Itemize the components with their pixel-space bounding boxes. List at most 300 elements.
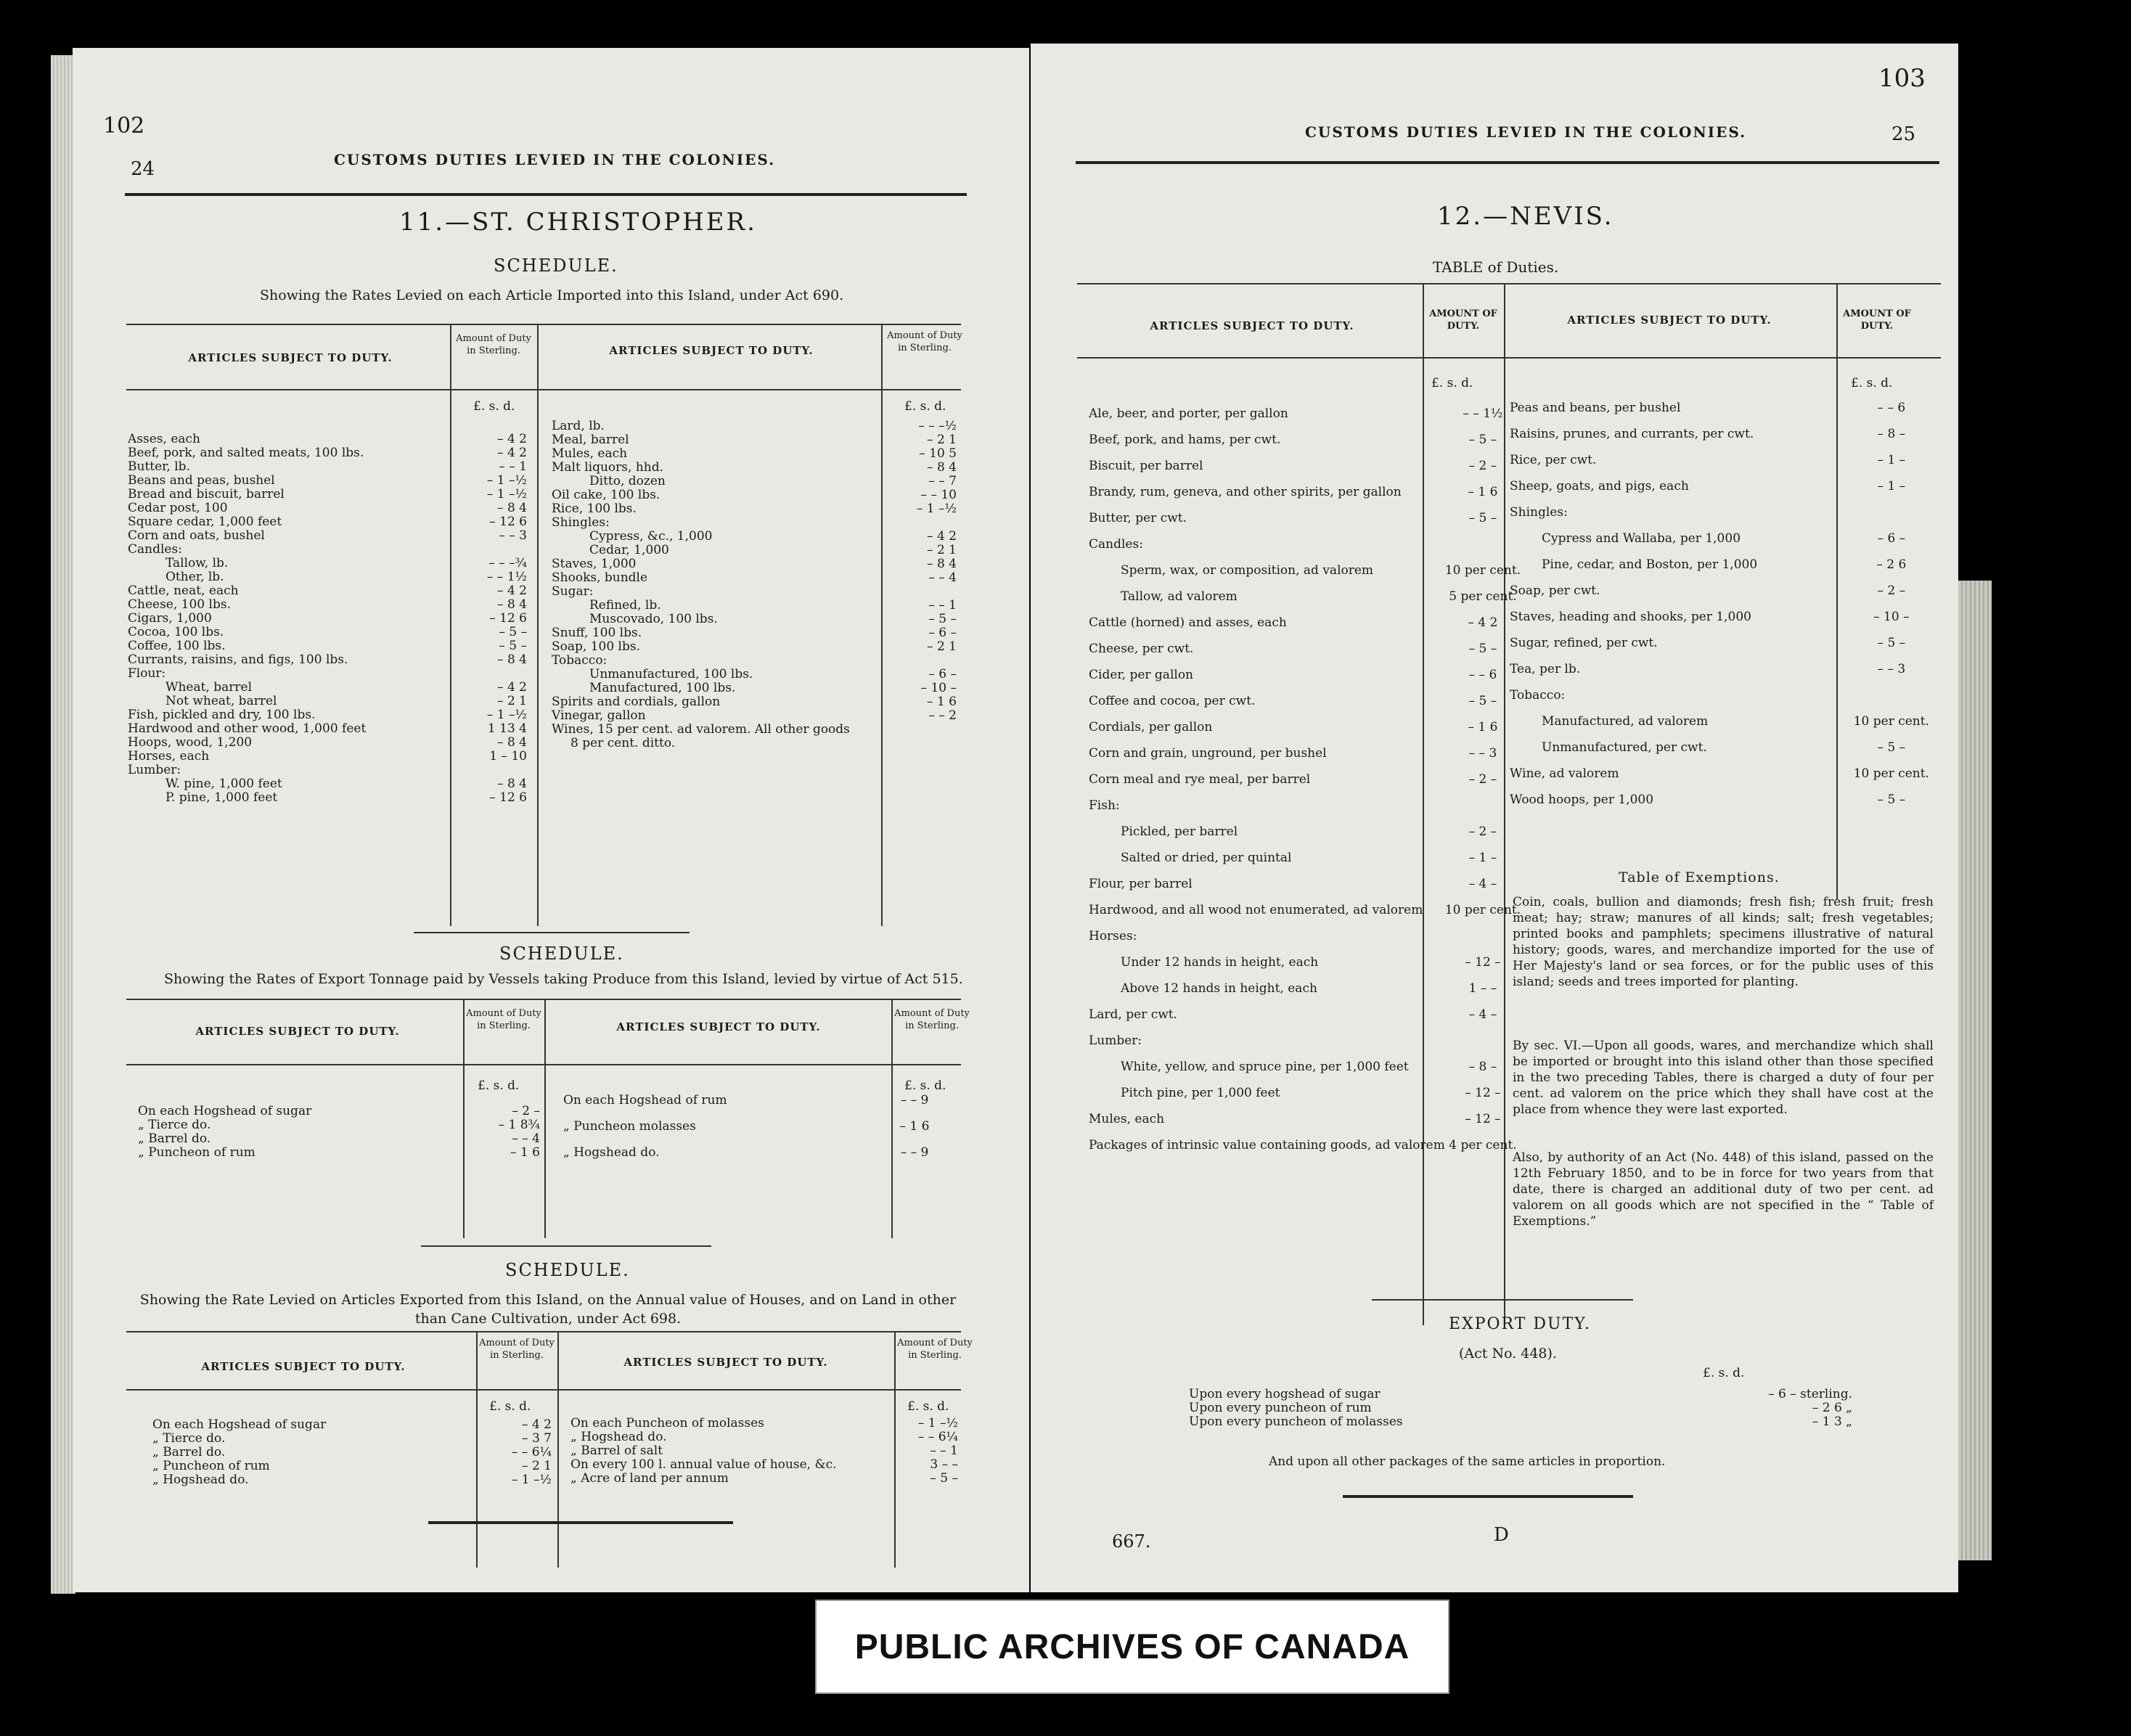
article-cell: Pine, cedar, and Boston, per 1,000 [1542, 557, 1758, 572]
col-amount-nevis-right: AMOUNT OF DUTY. [1843, 308, 1911, 332]
table-row [128, 446, 531, 460]
article-cell: Oil cake, 100 lbs. [552, 488, 660, 502]
article-cell: Beans and peas, bushel [128, 473, 275, 488]
article-cell: Sheep, goats, and pigs, each [1510, 479, 1689, 494]
article-cell: „ Acre of land per annum [570, 1471, 729, 1486]
table-row [1089, 662, 1525, 688]
table-row [552, 530, 961, 544]
duty-cell: 1 13 4 [487, 721, 527, 736]
table-row [1089, 401, 1525, 427]
table-row [1089, 714, 1525, 740]
table-row [1089, 1054, 1525, 1080]
table-row [570, 1472, 962, 1486]
table-row [128, 557, 531, 570]
running-head-right: CUSTOMS DUTIES LEVIED IN THE COLONIES. [1305, 123, 1747, 141]
col-articles-nevis-right: ARTICLES SUBJECT TO DUTY. [1567, 314, 1772, 327]
export-currency-head: £. s. d. [1703, 1366, 1745, 1380]
table-row [1089, 1080, 1525, 1106]
table-row [138, 1105, 544, 1118]
article-cell: Spirits and cordials, gallon [552, 695, 721, 709]
table-row [563, 1087, 955, 1113]
sheet-mark: D [1494, 1524, 1509, 1546]
s3-col-amount: Amount of Duty in Sterling. [479, 1338, 555, 1361]
article-cell: Brandy, rum, geneva, and other spirits, per gallon [1089, 485, 1402, 499]
currency-head: £. s. d. [473, 399, 515, 414]
nevis-right-table [1510, 395, 1934, 813]
table-row [1089, 923, 1525, 949]
duty-cell: – 6 – [928, 626, 957, 640]
table-row [1089, 975, 1525, 1002]
duty-cell: – 6 – [1877, 531, 1906, 546]
table-row [1189, 1388, 1857, 1401]
duty-cell: – – 2 [928, 708, 957, 723]
article-cell: Unmanufactured, 100 lbs. [589, 667, 753, 681]
duty-cell: – 1 3 „ [1812, 1414, 1852, 1429]
article-cell: Ale, beer, and porter, per gallon [1089, 406, 1288, 421]
footer-rule [428, 1521, 733, 1524]
table-row [552, 447, 961, 461]
duty-cell: 10 per cent. [1444, 563, 1521, 578]
duty-cell [1854, 499, 1934, 525]
article-cell: Salted or dried, per quintal [1121, 851, 1292, 865]
table-row [570, 1430, 962, 1444]
article-cell: Pitch pine, per 1,000 feet [1121, 1086, 1280, 1100]
s3-currency-head: £. s. d. [489, 1399, 531, 1414]
duty-cell: – – –¾ [488, 556, 527, 570]
duty-cell: – 10 – [1873, 610, 1910, 624]
page-number: 24 [131, 158, 155, 180]
s2-currency-head: £. s. d. [478, 1078, 520, 1093]
duty-cell: – – 6¼ [917, 1430, 958, 1444]
article-cell: P. pine, 1,000 feet [165, 790, 278, 805]
left-page [73, 48, 1029, 1592]
article-cell: On each Hogshead of sugar [152, 1417, 327, 1432]
table-row [128, 543, 531, 557]
duty-cell: – – 7 [928, 474, 957, 488]
table-row [128, 433, 531, 446]
signature-mark: 667. [1112, 1531, 1151, 1552]
table-row [128, 570, 531, 584]
duty-cell: – 2 – [512, 1104, 540, 1118]
table-row [128, 488, 531, 501]
duty-cell [1854, 682, 1934, 708]
article-cell: „ Hogshead do. [152, 1473, 249, 1487]
table-row [552, 475, 961, 488]
table-row [1089, 584, 1525, 610]
duty-cell [877, 654, 961, 668]
table-row [138, 1118, 544, 1132]
table-row [128, 612, 531, 626]
article-cell: Asses, each [128, 432, 200, 446]
table-row [1089, 610, 1525, 636]
duty-cell: – 1 8¾ [498, 1118, 540, 1132]
duty-cell: – – 6 [1468, 668, 1497, 682]
article-cell: Cypress and Wallaba, per 1,000 [1542, 531, 1741, 546]
table-row [552, 488, 961, 502]
export-table [1189, 1388, 1857, 1429]
duty-cell: – 10 5 [919, 446, 957, 461]
table-row [552, 516, 961, 530]
duty-cell: – 12 6 [489, 790, 527, 805]
duty-cell: – 4 – [1468, 1007, 1497, 1022]
table-row [1089, 531, 1525, 557]
table-row [1510, 578, 1934, 604]
s3-col-articles-right: ARTICLES SUBJECT TO DUTY. [623, 1356, 828, 1369]
header-rule-right [1076, 161, 1939, 164]
article-cell: Manufactured, ad valorem [1542, 714, 1709, 729]
table-row [128, 639, 531, 653]
duty-cell: – 2 – [1468, 772, 1497, 787]
article-cell: Corn and grain, unground, per bushel [1089, 746, 1327, 761]
article-cell: „ Tierce do. [138, 1118, 211, 1132]
article-cell: Candles: [128, 542, 182, 557]
table-row [570, 1417, 962, 1430]
table-row [570, 1458, 962, 1472]
article-cell: Bread and biscuit, barrel [128, 487, 285, 501]
article-cell: Lumber: [1089, 1033, 1142, 1048]
duty-cell: – 5 – [499, 625, 527, 639]
article-cell: Tallow, ad valorem [1121, 589, 1238, 604]
duty-cell [447, 763, 531, 777]
article-cell: Upon every hogshead of sugar [1189, 1387, 1381, 1401]
table-row [152, 1459, 556, 1473]
table-row [1510, 499, 1934, 525]
duty-cell: – 4 2 [522, 1417, 552, 1432]
article-cell: Cigars, 1,000 [128, 611, 212, 626]
article-cell: Rice, per cwt. [1510, 453, 1597, 467]
table-row [552, 599, 961, 613]
duty-cell: – – 6¼ [511, 1445, 552, 1459]
schedule1-heading: SCHEDULE. [494, 255, 618, 276]
table-row [1510, 421, 1934, 447]
duty-cell: 10 per cent. [1853, 766, 1929, 781]
table-row [1089, 688, 1525, 714]
table-row [1089, 557, 1525, 584]
article-cell: On each Hogshead of sugar [138, 1104, 312, 1118]
article-cell: Malt liquors, hhd. [552, 460, 663, 475]
table-row [1510, 552, 1934, 578]
table-row [1510, 656, 1934, 682]
duty-cell: 1 – – [1468, 981, 1497, 996]
table-row [570, 1444, 962, 1458]
act448-text: Also, by authority of an Act (No. 448) of this island, passed on the 12th February 1850, and to be in force for two years from that date, there is charged an additional duty of two per cent. ad valorem on all goods which are not specified in the “ Table of Exemptions.” [1513, 1150, 1934, 1229]
duty-cell: – 1 – [1468, 851, 1497, 865]
s3-col-articles: ARTICLES SUBJECT TO DUTY. [201, 1360, 406, 1373]
article-cell: Manufactured, 100 lbs. [589, 681, 736, 695]
article-cell: Cider, per gallon [1089, 668, 1194, 682]
article-cell: Horses, each [128, 749, 210, 763]
duty-cell: – 8 – [1468, 1060, 1497, 1074]
article-cell: Coffee and cocoa, per cwt. [1089, 694, 1256, 708]
article-cell: Lumber: [128, 763, 181, 777]
archive-stamp: PUBLIC ARCHIVES OF CANADA [815, 1600, 1449, 1694]
duty-cell [877, 737, 961, 750]
duty-cell: – – 3 [1468, 746, 1497, 761]
article-cell: Lard, per cwt. [1089, 1007, 1178, 1022]
duty-cell [877, 585, 961, 599]
article-cell: Corn meal and rye meal, per barrel [1089, 772, 1311, 787]
table-row [1089, 479, 1525, 505]
table-row [552, 461, 961, 475]
table-row [128, 777, 531, 791]
table-row [1089, 505, 1525, 531]
duty-cell [447, 543, 531, 557]
article-cell: Cheese, 100 lbs. [128, 597, 231, 612]
currency-head-right: £. s. d. [904, 399, 946, 414]
duty-cell: – 1 – [1877, 479, 1906, 494]
duty-cell: – 4 2 [497, 680, 527, 695]
article-cell: Wood hoops, per 1,000 [1510, 793, 1654, 807]
article-cell: Cordials, per gallon [1089, 720, 1213, 734]
duty-cell: – 8 4 [497, 501, 527, 515]
section-title: 11.—ST. CHRISTOPHER. [399, 208, 757, 237]
duty-cell: – – 1 [930, 1444, 958, 1458]
section-title-right: 12.—NEVIS. [1437, 202, 1614, 231]
schedule3-subtitle: Showing the Rate Levied on Articles Exported from this Island, on the Annual value of Houses, and on Land in other than Cane Cultivation, under Act 698. [139, 1292, 957, 1327]
article-cell: Cedar, 1,000 [589, 543, 669, 557]
table-row [1089, 427, 1525, 453]
table-row [128, 460, 531, 474]
article-cell: „ Tierce do. [152, 1431, 226, 1446]
duty-cell: – 1 –½ [511, 1473, 552, 1487]
article-cell: Sugar, refined, per cwt. [1510, 636, 1658, 650]
duty-cell: – 8 4 [497, 597, 527, 612]
article-cell: Cattle, neat, each [128, 584, 239, 598]
schedule2-right-table [563, 1087, 955, 1166]
duty-cell: – 8 4 [927, 557, 957, 571]
duty-cell: – 8 4 [497, 777, 527, 791]
article-cell: Fish, pickled and dry, 100 lbs. [128, 708, 316, 722]
article-cell: On each Puncheon of molasses [570, 1416, 764, 1430]
duty-cell: – 4 2 [497, 446, 527, 460]
right-page [1031, 44, 1958, 1592]
duty-cell: – – 1½ [486, 570, 527, 584]
article-cell: Shooks, bundle [552, 570, 648, 585]
article-cell: Wines, 15 per cent. ad valorem. All other goods [552, 722, 850, 737]
article-cell: Flour: [128, 666, 166, 681]
article-cell: Cypress, &c., 1,000 [589, 529, 713, 544]
article-cell: Shingles: [552, 515, 610, 530]
article-cell: „ Barrel do. [138, 1131, 211, 1146]
duty-cell: – 5 – [1877, 740, 1906, 755]
table-row [552, 502, 961, 516]
article-cell: White, yellow, and spruce pine, per 1,000 feet [1121, 1060, 1409, 1074]
table-row [552, 723, 961, 737]
duty-cell: – 4 2 [497, 584, 527, 598]
table-row [128, 722, 531, 736]
article-cell: Tobacco: [552, 653, 608, 668]
duty-cell: – 5 – [928, 612, 957, 626]
table-row [552, 668, 961, 681]
table-row [1510, 447, 1934, 473]
table-row [552, 626, 961, 640]
article-cell: Packages of intrinsic value containing goods, ad valorem [1089, 1138, 1445, 1152]
table-row [128, 695, 531, 708]
duty-cell: – 5 – [1877, 636, 1906, 650]
duty-cell: – 1 – [1877, 453, 1906, 467]
schedule3-left-table [152, 1418, 556, 1487]
duty-cell: – 1 –½ [486, 487, 527, 501]
duty-cell: – – 4 [512, 1131, 540, 1146]
table-row [1510, 708, 1934, 734]
duty-cell: – 5 – [1877, 793, 1906, 807]
table-row [128, 626, 531, 639]
table-row [552, 613, 961, 626]
duty-cell: 10 per cent. [1444, 903, 1521, 917]
duty-cell: – 1 6 [1468, 720, 1498, 734]
schedule2-subtitle: Showing the Rates of Export Tonnage paid by Vessels taking Produce from this Island, levied by virtue of Act 515. [164, 971, 963, 987]
currency-head-nevis-right: £. s. d. [1851, 376, 1893, 390]
article-cell: Butter, per cwt. [1089, 511, 1187, 525]
s3-currency-head-right: £. s. d. [907, 1399, 949, 1414]
duty-cell: – 2 6 [1876, 557, 1907, 572]
duty-cell: – 4 – [1468, 877, 1497, 891]
duty-cell: – 4 2 [927, 529, 957, 544]
article-cell: Wine, ad valorem [1510, 766, 1619, 781]
table-row [128, 584, 531, 598]
duty-cell: – 1 6 [927, 695, 957, 709]
table-row [563, 1139, 955, 1166]
article-cell: Upon every puncheon of molasses [1189, 1414, 1403, 1429]
article-cell: Candles: [1089, 537, 1143, 552]
schedule3-heading: SCHEDULE. [505, 1260, 630, 1280]
table-row [128, 515, 531, 529]
duty-cell: – 1 6 [1468, 485, 1498, 499]
table-row [552, 737, 961, 750]
duty-cell: – 1 6 [899, 1119, 930, 1134]
article-cell: Horses: [1089, 929, 1137, 943]
article-cell: Cocoa, 100 lbs. [128, 625, 224, 639]
article-cell: Staves, 1,000 [552, 557, 637, 571]
duty-cell: – 8 4 [497, 735, 527, 750]
duty-cell: – – 3 [1877, 662, 1906, 676]
article-cell: Pickled, per barrel [1121, 824, 1238, 839]
article-cell: Shingles: [1510, 505, 1568, 520]
exemptions-text: Coin, coals, bullion and diamonds; fresh fish; fresh fruit; fresh meat; hay; straw; manures of all kinds; salt; fresh vegetables; printed books and pamphlets; specimens illustrative of natural history; goods, wares, and merchandize imported for the use of Her Majesty's land or sea forces, or for the public uses of this island; seeds and trees imported for planting. [1513, 895, 1934, 989]
table-row [552, 654, 961, 668]
duty-cell: – – 1 [499, 459, 527, 474]
duty-cell: – – 10 [920, 488, 957, 502]
duty-cell: – 6 – sterling. [1768, 1387, 1852, 1401]
table-row [1089, 793, 1525, 819]
table-row [1089, 1106, 1525, 1132]
table-row [552, 433, 961, 447]
sec6-text: By sec. VI.—Upon all goods, wares, and merchandize which shall be imported or brought into this island other than those specified in the two preceding Tables, there is charged a duty of four per cent. ad valorem on the price which they shall have cost at the place from whence they were last exported. [1513, 1039, 1934, 1117]
page-edges-left [51, 55, 75, 1594]
article-cell: Sperm, wax, or composition, ad valorem [1121, 563, 1374, 578]
table-row [1089, 949, 1525, 975]
duty-cell: – 5 – [1468, 642, 1497, 656]
table-row [1510, 734, 1934, 761]
article-cell: Corn and oats, bushel [128, 528, 265, 543]
duty-cell: – 5 – [1468, 433, 1497, 447]
folio-number: 102 [103, 113, 145, 139]
article-cell: Biscuit, per barrel [1089, 459, 1203, 473]
table-row [1189, 1401, 1857, 1415]
article-cell: Not wheat, barrel [165, 694, 277, 708]
page-number-right: 25 [1891, 123, 1916, 145]
duty-cell: – – 9 [900, 1145, 929, 1160]
duty-cell: – – 3 [499, 528, 527, 543]
duty-cell: – 1 –½ [486, 708, 527, 722]
article-cell: Cattle (horned) and asses, each [1089, 615, 1287, 630]
col-amount: Amount of Duty in Sterling. [456, 333, 531, 356]
table-row [152, 1418, 556, 1432]
duty-cell: 10 per cent. [1853, 714, 1929, 729]
table-row [1089, 871, 1525, 897]
duty-cell: – – 4 [928, 570, 957, 585]
table-row [552, 640, 961, 654]
article-cell: On every 100 l. annual value of house, &c. [570, 1457, 837, 1472]
duty-cell: – 8 4 [497, 652, 527, 667]
table-row [128, 736, 531, 750]
article-cell: Hardwood and other wood, 1,000 feet [128, 721, 367, 736]
duty-cell: – 8 – [1877, 427, 1906, 441]
duty-cell: – 2 1 [927, 543, 957, 557]
table-row [552, 419, 961, 433]
duty-cell [877, 723, 961, 737]
article-cell: „ Hogshead do. [570, 1430, 667, 1444]
page-edges-right [1958, 581, 1992, 1560]
table-row [1510, 787, 1934, 813]
table-row [563, 1113, 955, 1139]
article-cell: Vinegar, gallon [552, 708, 646, 723]
article-cell: Refined, lb. [589, 598, 661, 613]
duty-cell: – 2 – [1468, 824, 1497, 839]
article-cell: Meal, barrel [552, 433, 629, 447]
s3-col-amount-right: Amount of Duty in Sterling. [897, 1338, 973, 1361]
col-articles: ARTICLES SUBJECT TO DUTY. [188, 351, 393, 364]
duty-cell: – 12 6 [489, 515, 527, 529]
table-row [128, 791, 531, 805]
duty-cell: – 12 – [1465, 955, 1501, 970]
duty-cell: – 1 –½ [916, 501, 957, 516]
export-title: EXPORT DUTY. [1449, 1315, 1591, 1333]
table-row [128, 667, 531, 681]
duty-cell: – 8 4 [927, 460, 957, 475]
table-row [128, 474, 531, 488]
running-head: CUSTOMS DUTIES LEVIED IN THE COLONIES. [334, 151, 776, 168]
duty-cell: – 4 2 [497, 432, 527, 446]
article-cell: Ditto, dozen [589, 474, 666, 488]
duty-cell: 5 per cent. [1449, 589, 1517, 604]
table-row [1089, 453, 1525, 479]
table-row [1089, 740, 1525, 766]
table-row [1089, 766, 1525, 793]
exemptions-title: Table of Exemptions. [1619, 869, 1780, 885]
duty-cell: – 1 –½ [917, 1416, 958, 1430]
table-row [1089, 1002, 1525, 1028]
s2-col-amount: Amount of Duty in Sterling. [466, 1008, 541, 1031]
schedule2-heading: SCHEDULE. [499, 943, 624, 964]
duty-cell: 3 – – [930, 1457, 958, 1472]
table-row [128, 708, 531, 722]
article-cell: Rice, 100 lbs. [552, 501, 637, 516]
table-row [1510, 525, 1934, 552]
table-row [552, 585, 961, 599]
schedule1-left-table [128, 433, 531, 805]
col-amount-right: Amount of Duty in Sterling. [887, 330, 962, 353]
table-row [138, 1132, 544, 1146]
article-cell: Other, lb. [165, 570, 224, 584]
duty-cell: – 2 – [1468, 459, 1497, 473]
article-cell: Wheat, barrel [165, 680, 253, 695]
table-row [1089, 1028, 1525, 1054]
footer-rule-right [1343, 1495, 1633, 1498]
table-row [552, 557, 961, 571]
article-cell: Beef, pork, and salted meats, 100 lbs. [128, 446, 364, 460]
s2-col-articles-right: ARTICLES SUBJECT TO DUTY. [616, 1020, 821, 1033]
